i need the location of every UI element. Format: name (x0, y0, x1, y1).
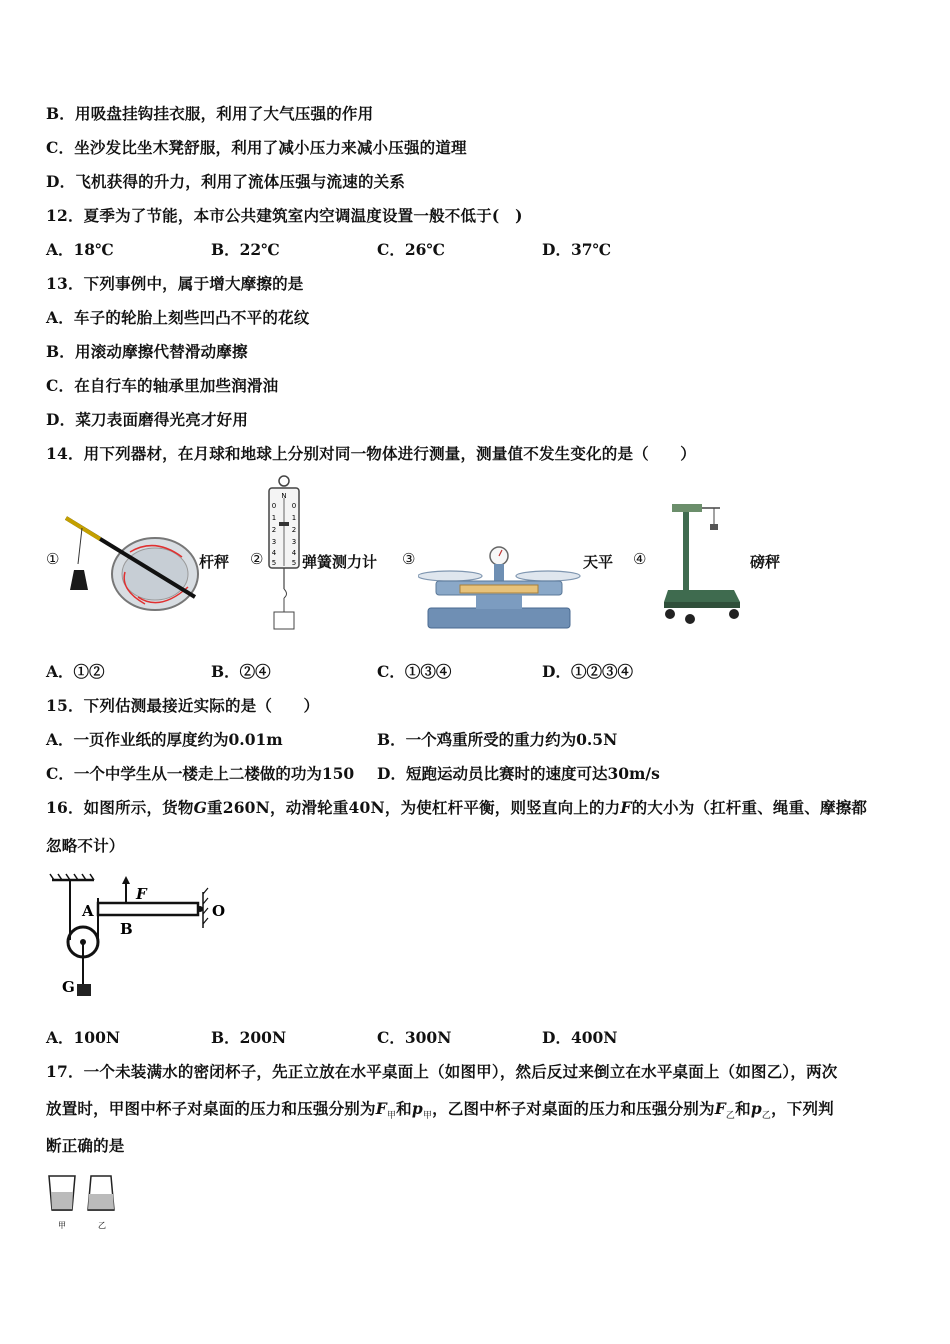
lever-pulley-diagram (46, 870, 236, 1006)
diagram-label-a: A (82, 902, 94, 920)
q15-option-a: A．一页作业纸的厚度约为0.01m (46, 730, 283, 749)
svg-text:5: 5 (291, 559, 297, 567)
q14-figure-1-label: 杆秤 (199, 553, 230, 571)
diagram-label-o: O (212, 902, 226, 920)
q17-he: 和 (396, 1099, 412, 1118)
q14-option-d: D．①②③④ (542, 662, 633, 681)
q16-option-d: D．400N (542, 1028, 618, 1047)
q16-stem-part-a: 16．如图所示，货物 (46, 798, 194, 817)
q14-stem: 14．用下列器材，在月球和地球上分别对同一物体进行测量，测量值不发生变化的是（ ） (46, 444, 696, 463)
q17-line2-part-a: 放置时，甲图中杯子对桌面的压力和压强分别为 (46, 1099, 376, 1118)
q11-option-d: D．飞机获得的升力，利用了流体压强与流速的关系 (46, 172, 406, 191)
q14-figure-4-num: ④ (633, 550, 647, 568)
q16-option-b: B．200N (211, 1028, 287, 1047)
spring-tick-2: 2 (271, 526, 277, 534)
spring-tick-0: 0 (271, 502, 277, 510)
q16-option-c: C．300N (377, 1028, 452, 1047)
q17-sub-jia2: 甲 (422, 1111, 433, 1122)
spring-tick-1: 1 (271, 514, 277, 522)
spring-balance-illustration (262, 474, 306, 632)
q12-option-b: B．22℃ (211, 240, 280, 259)
q14-figure-1-num: ① (46, 550, 60, 568)
svg-text:0: 0 (291, 502, 297, 510)
q17-sub-jia: 甲 (386, 1111, 397, 1122)
q17-sub-yi: 乙 (725, 1111, 736, 1122)
q14-figure-4-label: 磅秤 (750, 553, 781, 571)
q14-figure-3-label: 天平 (583, 553, 614, 571)
spring-tick-4: 4 (271, 549, 277, 557)
q17-line3: 断正确的是 (46, 1136, 125, 1155)
q16-var-f: F (620, 798, 632, 817)
q16-var-g: G (193, 798, 208, 817)
q12-option-a: A．18℃ (46, 240, 114, 259)
q11-option-b: B．用吸盘挂钩挂衣服，利用了大气压强的作用 (46, 104, 374, 123)
q17-var-p-yi: p (750, 1099, 762, 1118)
q15-stem: 15．下列估测最接近实际的是（ ） (46, 696, 320, 715)
q17-var-f-yi: F (714, 1099, 726, 1118)
spring-unit: N (281, 492, 287, 500)
balance-scale-illustration (418, 546, 588, 634)
q14-figure-3-num: ③ (402, 550, 416, 568)
q12-option-c: C．26℃ (377, 240, 445, 259)
q17-var-f-jia: F (375, 1099, 387, 1118)
q17-line1: 17．一个未装满水的密闭杯子，先正立放在水平桌面上（如图甲），然后反过来倒立在水平桌面上（如图乙），两次 (46, 1062, 838, 1081)
q16-stem-part-b: 重260N，动滑轮重40N，为使杠杆平衡，则竖直向上的力 (207, 798, 621, 817)
q14-option-c: C．①③④ (377, 662, 452, 681)
diagram-label-f: F (136, 885, 147, 903)
svg-text:4: 4 (291, 549, 297, 557)
q17-var-p-jia: p (411, 1099, 423, 1118)
svg-text:3: 3 (291, 538, 297, 546)
cup-label-jia: 甲 (58, 1221, 66, 1230)
q17-he2: 和 (735, 1099, 751, 1118)
q14-figure-2-num: ② (250, 550, 264, 568)
q14-option-a: A．①② (46, 662, 105, 681)
q16-stem (46, 796, 867, 818)
cup-label-yi: 乙 (98, 1221, 106, 1230)
svg-text:2: 2 (291, 526, 297, 534)
steelyard-illustration (60, 512, 205, 630)
spring-tick-3: 3 (271, 538, 277, 546)
q17-line2 (46, 1097, 834, 1121)
q14-option-b: B．②④ (211, 662, 271, 681)
q11-option-c: C．坐沙发比坐木凳舒服，利用了减小压力来减小压强的道理 (46, 138, 467, 157)
q13-option-c: C．在自行车的轴承里加些润滑油 (46, 376, 279, 395)
q16-stem-part-c: 的大小为（扛杆重、绳重、摩擦都 (631, 798, 868, 817)
cups-illustration (46, 1170, 126, 1236)
q13-stem: 13．下列事例中，属于增大摩擦的是 (46, 274, 304, 293)
q17-sub-yi2: 乙 (761, 1111, 772, 1122)
q14-figure-2-label: 弹簧测力计 (302, 553, 378, 571)
q16-option-a: A．100N (46, 1028, 121, 1047)
q13-option-a: A．车子的轮胎上刻些凹凸不平的花纹 (46, 308, 310, 327)
q12-option-d: D．37℃ (542, 240, 612, 259)
q15-option-c: C．一个中学生从一楼走上二楼做的功为150 (46, 764, 355, 783)
svg-text:1: 1 (291, 514, 297, 522)
q15-option-d: D．短跑运动员比赛时的速度可达30m/s (377, 764, 660, 783)
q15-option-b: B．一个鸡重所受的重力约为0.5N (377, 730, 618, 749)
q16-stem-line2: 忽略不计） (46, 836, 125, 855)
q17-line2-part-c: ，下列判 (771, 1099, 834, 1118)
q17-line2-part-b: ，乙图中杯子对桌面的压力和压强分别为 (432, 1099, 715, 1118)
diagram-label-b: B (120, 920, 133, 938)
q13-option-b: B．用滚动摩擦代替滑动摩擦 (46, 342, 248, 361)
platform-scale-illustration (660, 494, 746, 628)
q12-stem: 12．夏季为了节能，本市公共建筑室内空调温度设置一般不低于( ) (46, 206, 523, 225)
spring-tick-5: 5 (271, 559, 277, 567)
diagram-label-g: G (62, 978, 75, 996)
q13-option-d: D．菜刀表面磨得光亮才好用 (46, 410, 249, 429)
